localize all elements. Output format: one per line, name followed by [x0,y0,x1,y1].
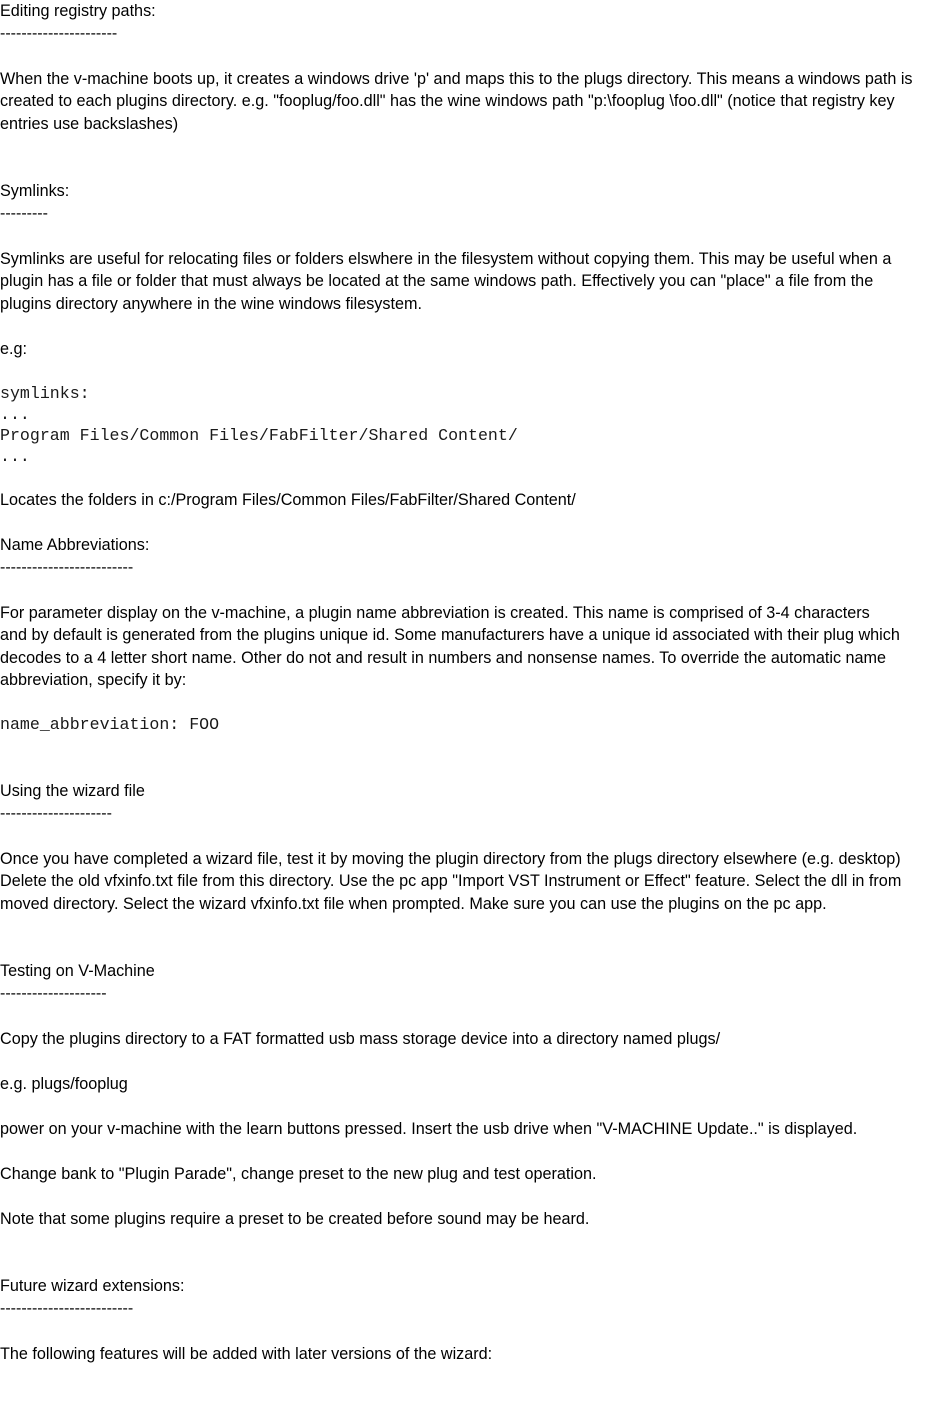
paragraph-testing-note: Note that some plugins require a preset to be created before sound may be heard. [0,1209,590,1228]
paragraph-name-abbreviations: For parameter display on the v-machine, a plugin name abbreviation is created. This name is comprised of 3-4 characters and by default is generated from the plugins unique id. Some manufacturers have a unique id associated with their plug which decodes to a 4 letter short name. Other do not and result in numbers and nonsense names. To override the automatic name abbreviation, specify it by: [0,603,900,689]
code-line: ... [0,446,30,466]
code-line: symlinks: [0,383,90,403]
rule-registry-paths: ---------------------- [0,24,118,42]
paragraph-testing-power-on: power on your v-machine with the learn buttons pressed. Insert the usb drive when "V-MACHINE Update.." is displayed. [0,1119,858,1138]
rule-using-wizard-file: --------------------- [0,804,112,822]
rule-symlinks: --------- [0,204,48,222]
paragraph-testing-example: e.g. plugs/fooplug [0,1074,128,1093]
code-line: Program Files/Common Files/FabFilter/Shared Content/ [0,425,518,445]
symlinks-eg-label: e.g: [0,339,28,358]
heading-registry-paths: Editing registry paths: [0,2,156,20]
paragraph-testing-change-bank: Change bank to "Plugin Parade", change preset to the new plug and test operation. [0,1164,597,1183]
paragraph-testing-copy: Copy the plugins directory to a FAT formatted usb mass storage device into a directory named plugs/ [0,1029,721,1048]
heading-using-wizard-file: Using the wizard file [0,782,145,800]
heading-name-abbreviations: Name Abbreviations: [0,536,150,554]
rule-future-extensions: ------------------------- [0,1299,134,1317]
paragraph-using-wizard-file: Once you have completed a wizard file, test it by moving the plugin directory from the plugs directory elsewhere (e.g. desktop) Delete the old vfxinfo.txt file from this directory. Use the pc app "Import VST Instrument or Effect" feature. Select the dll in from moved directory. Select the wizard vfxinfo.txt file when prompted. Make sure you can use the plugins on the pc app. [0,849,902,913]
code-line: ... [0,404,30,424]
paragraph-future-extensions: The following features will be added with later versions of the wizard: [0,1344,493,1363]
rule-name-abbreviations: ------------------------- [0,558,134,576]
rule-testing-v-machine: -------------------- [0,984,107,1002]
heading-future-extensions: Future wizard extensions: [0,1277,185,1295]
paragraph-symlinks: Symlinks are useful for relocating files or folders elswhere in the filesystem without copying them. This may be useful when a plugin has a file or folder that must always be located at the same windows path. Effectively you can "place" a file from the plugins directory anywhere in the wine windows filesystem. [0,249,892,313]
heading-symlinks: Symlinks: [0,182,70,200]
paragraph-registry-paths: When the v-machine boots up, it creates a windows drive 'p' and maps this to the plugs directory. This means a windows path is created to each plugins directory. e.g. "fooplug/foo.dll" has the wine windows path "p:\fooplug \foo.dll" (notice that registry key entries use backslashes) [0,69,913,133]
symlinks-note: Locates the folders in c:/Program Files/Common Files/FabFilter/Shared Content/ [0,491,576,509]
code-line: name_abbreviation: FOO [0,715,220,734]
heading-testing-v-machine: Testing on V-Machine [0,962,155,980]
